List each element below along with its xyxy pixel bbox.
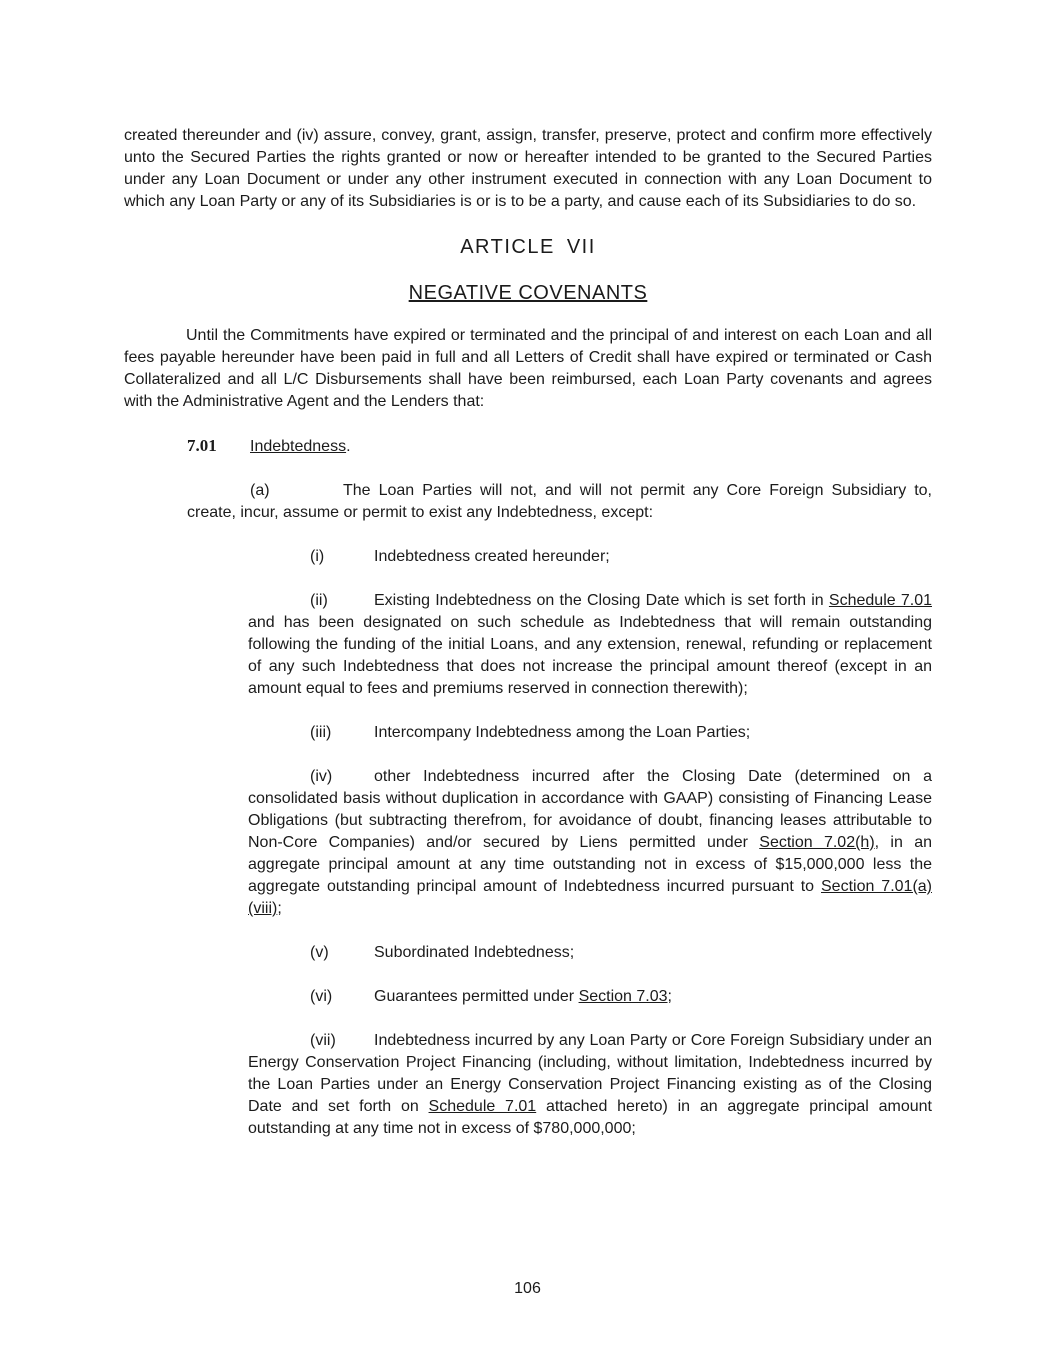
item-text: Indebtedness created hereunder;: [374, 548, 610, 565]
list-item-iii: [248, 722, 932, 744]
list-item-iv: [248, 766, 932, 920]
item-marker: (vii): [310, 1032, 336, 1049]
section-title: Indebtedness: [250, 438, 347, 455]
intro-paragraph: created thereunder and (iv) assure, convey, grant, assign, transfer, preserve, protect and confirm more effectively unto the Secured Parties the rights granted or now or hereafter intended to be granted to the Secured Parties under any Loan Document or under any other instrument executed in connection with any Loan Document to which any Loan Party or any of its Subsidiaries is or is to be a party, and cause each of its Subsidiaries to do so.: [124, 127, 932, 210]
article-subheading-text: NEGATIVE COVENANTS: [408, 282, 648, 304]
list-item-vi: [248, 986, 932, 1008]
item-marker: (ii): [310, 592, 328, 609]
item-marker: (i): [310, 548, 325, 565]
article-heading: ARTICLE VII: [460, 236, 596, 258]
item-marker: (iv): [310, 768, 333, 785]
subsection-a-marker: (a): [250, 482, 270, 499]
item-marker: (vi): [310, 988, 333, 1005]
item-text: Guarantees permitted under Section 7.03;: [374, 988, 672, 1005]
section-number: 7.01: [187, 436, 217, 455]
item-marker: (iii): [310, 724, 332, 741]
item-text: Existing Indebtedness on the Closing Date which is set forth in Schedule 7.01 and has been designated on such schedule as Indebtedness that will remain outstanding following the funding of the initial Loans, and any extension, renewal, refunding or replacement of any such Indebtedness that does not increase the principal amount thereof (except in an amount equal to fees and premiums reserved in connection therewith);: [248, 592, 932, 697]
article-subheading: [124, 281, 932, 305]
subsection-a: [187, 480, 932, 524]
item-marker: (v): [310, 944, 329, 961]
item-text: Indebtedness incurred by any Loan Party or Core Foreign Subsidiary under an Energy Conservation Project Financing (including, without limitation, Indebtedness incurred by the Loan Parties under an Energy Conservation Project Financing existing as of the Closing Date and set forth on Schedule 7.01 attached hereto) in an aggregate principal amount outstanding at any time not in excess of $780,000,000;: [248, 1032, 932, 1137]
list-item-vii: [248, 1030, 932, 1140]
item-text: Subordinated Indebtedness;: [374, 944, 575, 961]
item-text: other Indebtedness incurred after the Closing Date (determined on a consolidated basis without duplication in accordance with GAAP) consisting of Financing Lease Obligations (but subtracting therefrom, for avoidance of doubt, financing leases attributable to Non-Core Companies) and/or secured by Liens permitted under Section 7.02(h), in an aggregate principal amount at any time outstanding not in excess of $15,000,000 less the aggregate outstanding principal amount of Indebtedness incurred pursuant to Section 7.01(a)(viii);: [248, 768, 932, 917]
list-item-i: [248, 546, 932, 568]
item-text: Intercompany Indebtedness among the Loan Parties;: [374, 724, 751, 741]
list-item-v: [248, 942, 932, 964]
section-heading: [187, 435, 932, 458]
page-content: [124, 125, 932, 1162]
subsection-a-text: The Loan Parties will not, and will not permit any Core Foreign Subsidiary to, create, incur, assume or permit to exist any Indebtedness, except:: [187, 482, 932, 521]
page-number: 106: [514, 1280, 541, 1297]
section-title-period: .: [346, 438, 351, 455]
list-item-ii: [248, 590, 932, 700]
covenant-intro-paragraph: Until the Commitments have expired or terminated and the principal of and interest on each Loan and all fees payable hereunder have been paid in full and all Letters of Credit shall have expired or terminated or Cash Collateralized and all L/C Disbursements shall have been reimbursed, each Loan Party covenants and agrees with the Administrative Agent and the Lenders that:: [124, 327, 932, 410]
